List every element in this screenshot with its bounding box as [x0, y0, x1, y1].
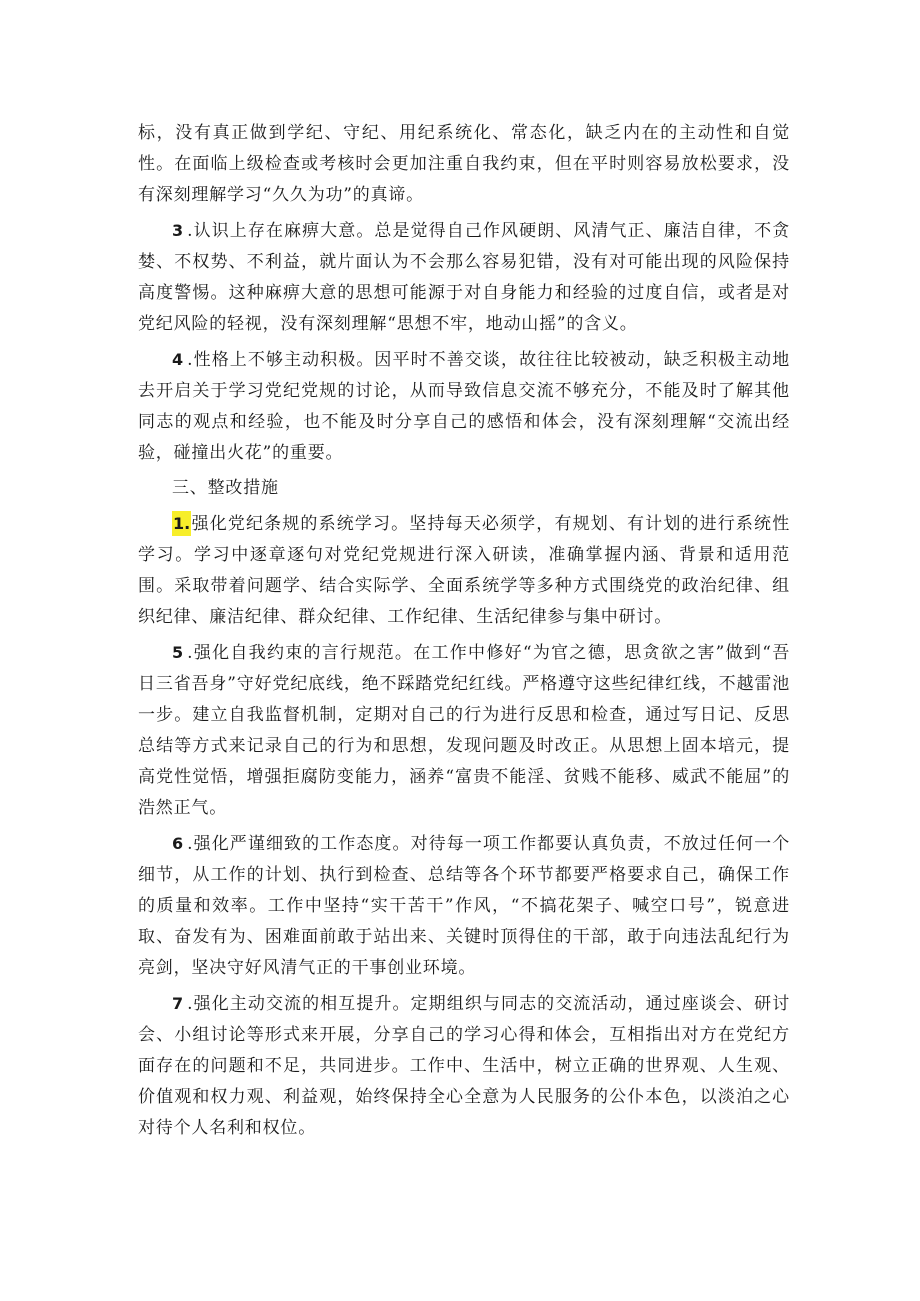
item-text: .认识上存在麻痹大意。总是觉得自己作风硬朗、风清气正、廉洁自律，不贪婪、不权势、不利益，就片面认为不会那么容易犯错，没有对可能出现的风险保持高度警惕。这种麻痹大意的思想可能源于对自身能力和经验的过度自信，或者是对党纪风险的轻视，没有深刻理解“思想不牢，地动山摇”的含义。 — [138, 221, 790, 334]
item-text: .强化主动交流的相互提升。定期组织与同志的交流活动，通过座谈会、研讨会、小组讨论等形式来开展，分享自己的学习心得和体会，互相指出对方在党纪方面存在的问题和不足，共同进步。工作中、生活中，树立正确的世界观、人生观、价值观和权力观、利益观，始终保持全心全意为人民服务的公仆本色，以淡泊之心对待个人名利和权位。 — [138, 994, 790, 1138]
paragraph-item-3 — [138, 215, 790, 340]
paragraph-measure-6 — [138, 828, 790, 984]
section-heading: 三、整改措施 — [172, 478, 279, 498]
paragraph-measure-5 — [138, 637, 790, 824]
item-text: .性格上不够主动积极。因平时不善交谈，故往往比较被动，缺乏积极主动地去开启关于学习党纪党规的讨论，从而导致信息交流不够充分，不能及时了解其他同志的观点和经验，也不能及时分享自己的感悟和体会，没有深刻理解“交流出经验，碰撞出火花”的重要。 — [138, 350, 790, 463]
item-text: .强化自我约束的言行规范。在工作中修好“为官之德，思贪欲之害”做到“吾日三省吾身”守好党纪底线，绝不踩踏党纪红线。严格遵守这些纪律红线，不越雷池一步。建立自我监督机制，定期对自己的行为进行反思和检查，通过写日记、反思总结等方式来记录自己的行为和思想，发现问题及时改正。从思想上固本培元，提高党性觉悟，增强拒腐防变能力，涵养“富贵不能淫、贫贱不能移、威武不能屈”的浩然正气。 — [138, 643, 790, 818]
item-number: 4 — [172, 350, 184, 369]
document-body — [138, 118, 790, 1148]
item-number: 3 — [172, 221, 184, 240]
item-number: 5 — [172, 643, 184, 662]
paragraph-intro: 标，没有真正做到学纪、守纪、用纪系统化、常态化，缺乏内在的主动性和自觉性。在面临上级检查或考核时会更加注重自我约束，但在平时则容易放松要求，没有深刻理解学习“久久为功”的真谛。 — [138, 123, 790, 205]
item-number: 6 — [172, 834, 184, 853]
item-number: 7 — [172, 994, 184, 1013]
paragraph-measure-7 — [138, 988, 790, 1144]
item-text: .强化严谨细致的工作态度。对待每一项工作都要认真负责，不放过任何一个细节，从工作的计划、执行到检查、总结等各个环节都要严格要求自己，确保工作的质量和效率。工作中坚持“实干苦干”作风，“不搞花架子、喊空口号”，锐意进取、奋发有为、困难面前敢于站出来、关键时顶得住的干部，敢于向违法乱纪行为亮剑，坚决守好风清气正的干事创业环境。 — [138, 834, 790, 978]
item-text: 强化党纪条规的系统学习。坚持每天必须学，有规划、有计划的进行系统性学习。学习中逐章逐句对党纪党规进行深入研读，准确掌握内涵、背景和适用范围。采取带着问题学、结合实际学、全面系统学等多种方式围绕党的政治纪律、组织纪律、廉洁纪律、群众纪律、工作纪律、生活纪律参与集中研讨。 — [138, 514, 790, 627]
paragraph-item-4 — [138, 344, 790, 469]
paragraph-measure-1 — [138, 508, 790, 633]
highlighted-item-number: 1. — [172, 511, 191, 536]
